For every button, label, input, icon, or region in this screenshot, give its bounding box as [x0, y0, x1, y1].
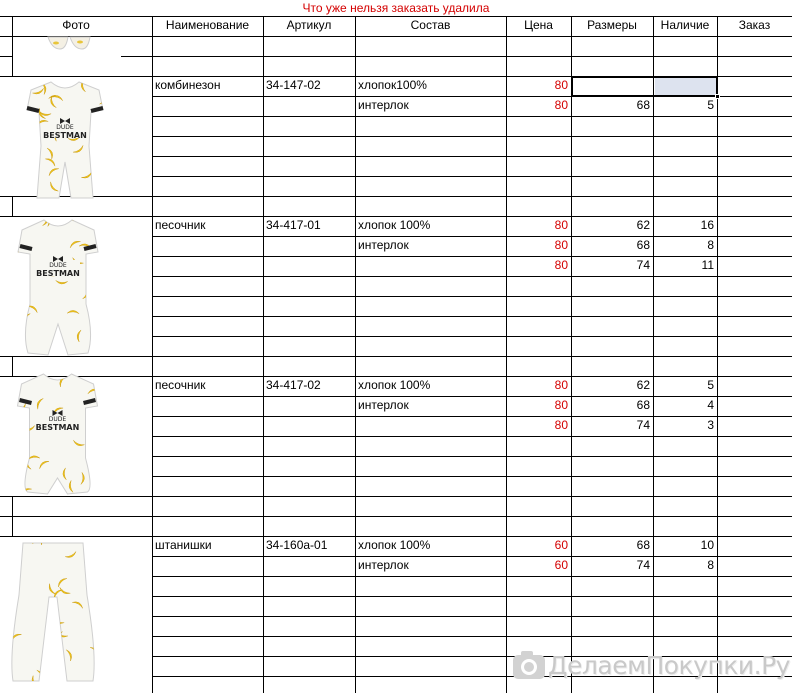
- watermark-text: ДелаемПокупки.Ру: [548, 651, 790, 680]
- size-cell[interactable]: 74: [636, 258, 650, 272]
- svg-text:DUDE: DUDE: [48, 416, 67, 423]
- size-cell[interactable]: 62: [636, 378, 650, 392]
- stock-cell[interactable]: 8: [707, 238, 714, 252]
- column-header[interactable]: Наличие: [660, 18, 710, 32]
- product-name[interactable]: штанишки: [155, 538, 212, 552]
- size-cell[interactable]: 68: [636, 98, 650, 112]
- price-cell[interactable]: 80: [554, 78, 568, 92]
- product-composition[interactable]: хлопок100%: [358, 78, 427, 92]
- stock-cell[interactable]: 5: [707, 98, 714, 112]
- selected-range-fill: [655, 78, 716, 95]
- product-name[interactable]: песочник: [155, 378, 206, 392]
- stock-cell[interactable]: 16: [700, 218, 714, 232]
- product-composition[interactable]: интерлок: [358, 98, 409, 112]
- product-composition[interactable]: хлопок 100%: [358, 218, 431, 232]
- size-cell[interactable]: 62: [636, 218, 650, 232]
- column-header[interactable]: Артикул: [286, 18, 332, 32]
- product-article[interactable]: 34-417-01: [266, 218, 321, 232]
- size-cell[interactable]: 74: [636, 418, 650, 432]
- photo-backdrop: [0, 377, 13, 496]
- stock-cell[interactable]: 8: [707, 558, 714, 572]
- svg-text:DUDE: DUDE: [49, 262, 67, 269]
- product-composition[interactable]: интерлок: [358, 558, 409, 572]
- column-header[interactable]: Фото: [62, 18, 90, 32]
- price-cell[interactable]: 80: [554, 218, 568, 232]
- watermark: [510, 648, 792, 684]
- price-cell[interactable]: 60: [554, 558, 568, 572]
- stock-cell[interactable]: 11: [701, 258, 714, 272]
- price-cell[interactable]: 80: [554, 98, 568, 112]
- size-cell[interactable]: 68: [636, 538, 650, 552]
- size-cell[interactable]: 68: [636, 238, 650, 252]
- product-article[interactable]: 34-417-02: [266, 378, 321, 392]
- size-cell[interactable]: 68: [636, 398, 650, 412]
- product-name[interactable]: комбинезон: [155, 78, 221, 92]
- product-article[interactable]: 34-147-02: [266, 78, 321, 92]
- price-cell[interactable]: 80: [554, 378, 568, 392]
- price-cell[interactable]: 60: [554, 538, 568, 552]
- stock-cell[interactable]: 10: [700, 538, 714, 552]
- column-header[interactable]: Размеры: [587, 18, 637, 32]
- svg-text:DUDE: DUDE: [56, 124, 74, 131]
- photo-backdrop: [0, 77, 13, 196]
- product-composition[interactable]: интерлок: [358, 398, 409, 412]
- product-composition[interactable]: хлопок 100%: [358, 538, 431, 552]
- svg-text:BESTMAN: BESTMAN: [36, 269, 80, 278]
- stock-cell[interactable]: 4: [707, 398, 714, 412]
- product-article[interactable]: 34-160а-01: [266, 538, 328, 552]
- price-cell[interactable]: 80: [554, 418, 568, 432]
- stock-cell[interactable]: 3: [707, 418, 714, 432]
- column-header[interactable]: Состав: [410, 18, 451, 32]
- photo-backdrop: [0, 537, 13, 693]
- column-header[interactable]: Наименование: [165, 18, 250, 32]
- camera-icon: [512, 649, 546, 683]
- product-composition[interactable]: хлопок 100%: [358, 378, 431, 392]
- svg-text:BESTMAN: BESTMAN: [43, 131, 87, 140]
- column-header[interactable]: Цена: [524, 18, 553, 32]
- price-cell[interactable]: 80: [554, 238, 568, 252]
- sheet-notice: Что уже нельзя заказать удалила: [302, 1, 490, 15]
- product-composition[interactable]: интерлок: [358, 238, 409, 252]
- size-cell[interactable]: 74: [636, 558, 650, 572]
- column-header[interactable]: Заказ: [738, 18, 771, 32]
- price-cell[interactable]: 80: [554, 398, 568, 412]
- svg-text:BESTMAN: BESTMAN: [35, 423, 80, 432]
- product-name[interactable]: песочник: [155, 218, 206, 232]
- price-cell[interactable]: 80: [554, 258, 568, 272]
- stock-cell[interactable]: 5: [707, 378, 714, 392]
- photo-backdrop: [0, 217, 13, 356]
